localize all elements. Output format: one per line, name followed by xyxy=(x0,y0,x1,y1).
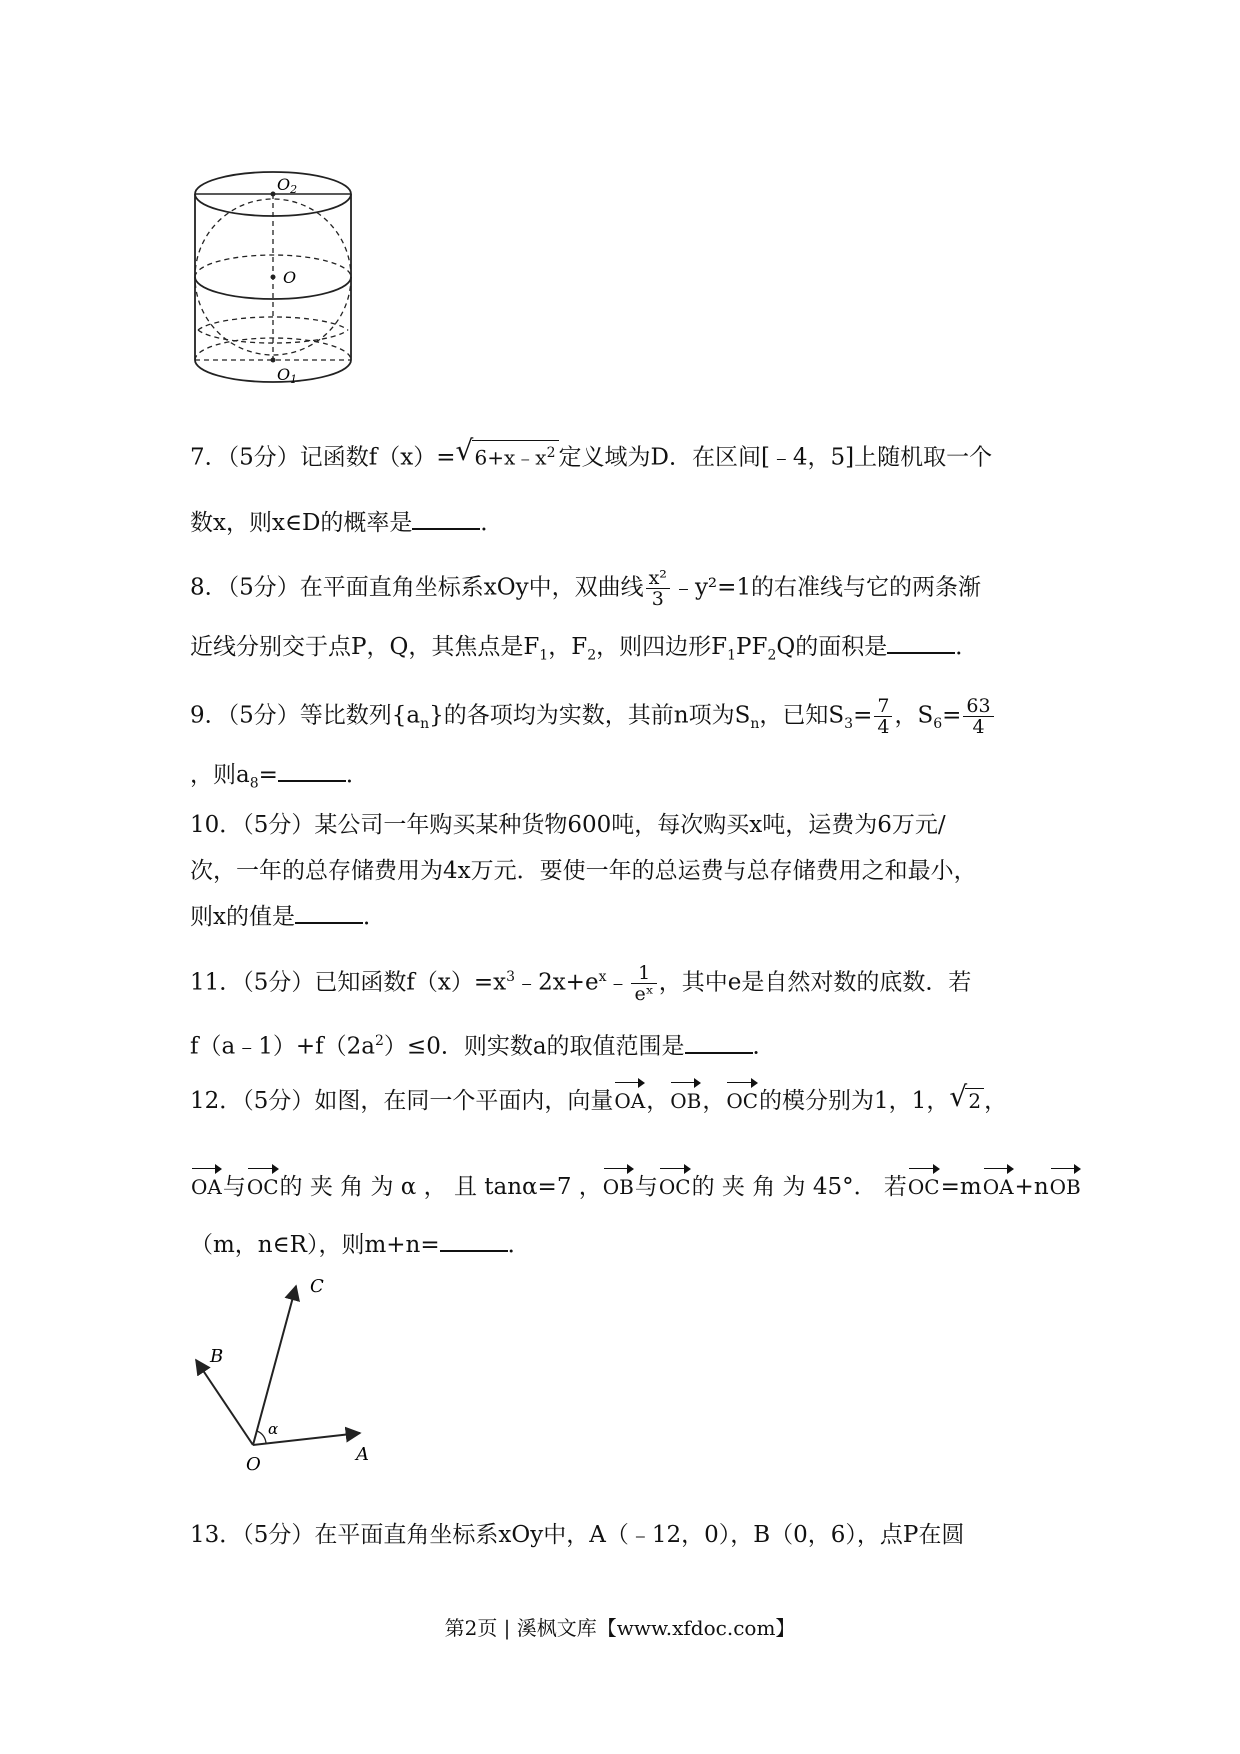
q7-line2: 数x，则x∈D的概率是 ． xyxy=(190,510,504,536)
label-c: C xyxy=(310,1276,324,1297)
answer-blank xyxy=(887,634,955,654)
q8-line1: 8．（5分）在平面直角坐标系xOy中，双曲线 $\frac{\text{x²}}{3}$ ﹣y²=1的右准线与它的两条渐 xyxy=(190,567,982,610)
label-a: A xyxy=(356,1444,369,1465)
q8-fraction: $\frac{\text{x²}}{3}$ xyxy=(646,568,670,609)
label-o1: O1 xyxy=(277,365,298,386)
vector-figure xyxy=(188,1270,388,1480)
cylinder-figure xyxy=(188,160,368,400)
q12-line2: OA与OC的 夹 角 为 α ， 且 tanα=7 ，OB与OC的 夹 角 为 45°． 若OC=mOA+nOB xyxy=(190,1166,1082,1202)
answer-blank xyxy=(685,1034,753,1054)
label-o2: O2 xyxy=(277,175,298,196)
q9-line2: ，则$a_8=$ ． xyxy=(190,762,369,792)
answer-blank xyxy=(295,904,363,924)
label-o: O xyxy=(283,268,297,287)
q8-line2: 近线分别交于点P，Q，其焦点是$F_1$，$F_2$，则四边形$F_1PF_2Q$的面积是 ． xyxy=(190,634,979,664)
label-o-vertex: O xyxy=(246,1454,261,1475)
answer-blank xyxy=(412,510,480,530)
q9-fraction-2: $\frac{63}{4}$ xyxy=(963,696,993,737)
q11-line2: $f(a﹣1)+f(2a^2)\le 0$．则实数a的取值范围是 ． xyxy=(190,1033,776,1060)
q10-line1: 10．（5分）某公司一年购买某种货物600吨，每次购买x吨，运费为6万元/ xyxy=(190,812,946,838)
page-footer: 第2页 | 溪枫文库【www.xfdoc.com】 xyxy=(444,1616,796,1640)
q9-line1: 9．（5分）等比数列$\{a_n\}$的各项均为实数，其前n项为$S_n$，已知$S_3=$ $\frac{7}{4}$ ，$S_6=$ $\frac{63}{4}$ xyxy=(190,696,996,739)
q7-sqrt: √ $6+x﹣x^2$ xyxy=(456,440,559,473)
q10-line3: 则x的值是 ． xyxy=(190,904,386,930)
q7-line1: 7．（5分）记函数f（x）= √ $6+x﹣x^2$ 定义域为D．在区间[﹣4，5]上随机取一个 xyxy=(190,434,993,471)
q9-fraction-1: $\frac{7}{4}$ xyxy=(874,696,892,737)
q12-sqrt: √ 2 xyxy=(949,1086,984,1116)
label-b: B xyxy=(210,1346,224,1367)
q12-line3: （m，n∈R），则m+n= ． xyxy=(190,1232,531,1258)
q11-fraction: $\frac{1}{\text{eˣ}}$ xyxy=(631,963,656,1004)
q13-line1: 13．（5分）在平面直角坐标系xOy中，A（﹣12，0），B（0，6），点P在圆 xyxy=(190,1522,965,1548)
q12-line1: 12．（5分）如图，在同一个平面内，向量OA，OB，OC的模分别为1，1， √ 2 ， xyxy=(190,1080,1008,1114)
q10-line2: 次，一年的总存储费用为4x万元．要使一年的总运费与总存储费用之和最小， xyxy=(190,858,977,884)
q11-line1: 11．（5分）已知函数$f(x)=x^3﹣2x+e^x﹣$ $\frac{1}{\text{eˣ}}$ ，其中e是自然对数的底数．若 xyxy=(190,962,972,1006)
label-alpha: α xyxy=(268,1420,279,1438)
answer-blank xyxy=(278,762,346,782)
answer-blank xyxy=(440,1232,508,1252)
